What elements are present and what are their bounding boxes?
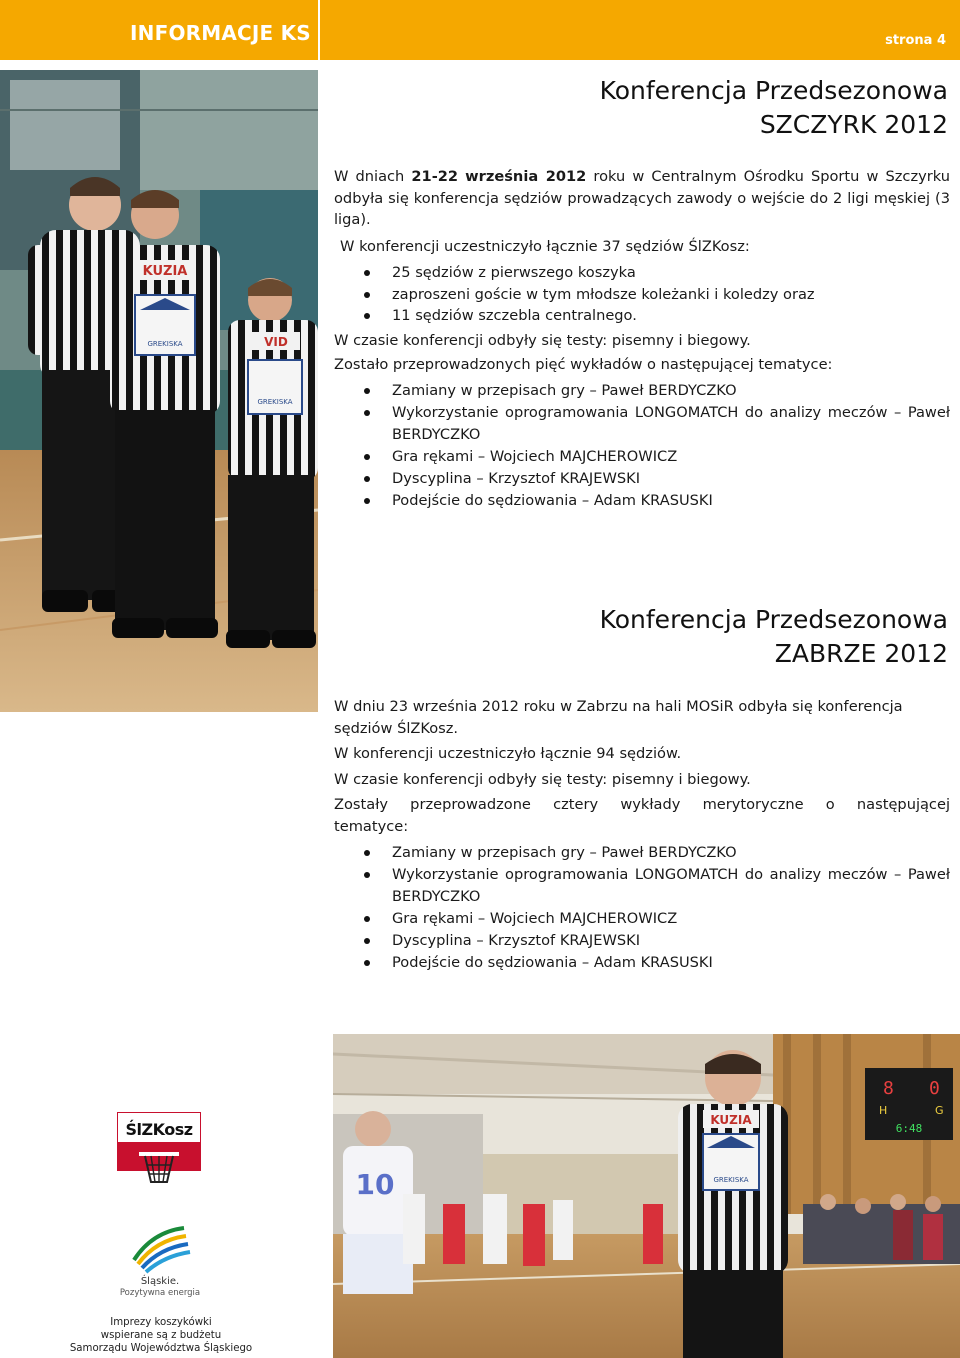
header-section-bar (0, 0, 318, 60)
section2-lectures-intro: Zostały przeprowadzone cztery wykłady merytoryczne o następującej tematyce: (334, 796, 950, 835)
section2-title (600, 603, 948, 671)
referee-shirt-name-2: VID (264, 335, 288, 349)
section1-body (334, 166, 950, 512)
section2-intro: W dniu 23 września 2012 roku w Zabrzu na hali MOSiR odbyła się konferencja sędziów ŚlZKosz. (334, 698, 903, 737)
scoreboard-home: H (879, 1104, 888, 1117)
scoreboard-guest: G (935, 1104, 944, 1117)
caption-line2: wspierane są z budżetu (100, 1330, 222, 1341)
list-item: Zamiany w przepisach gry – Paweł BERDYCZKO (334, 842, 950, 864)
section1-intro (334, 166, 950, 231)
referee-shirt-name-1: KUZIA (142, 264, 188, 279)
slaskie-logo (112, 1222, 208, 1298)
header-section-title: INFORMACJE KS (130, 21, 311, 45)
list-item: Podejście do sędziowania – Adam KRASUSKI (334, 490, 950, 512)
referees-photo (0, 70, 318, 712)
section2-title-line1: Konferencja Przedsezonowa (599, 605, 948, 634)
list-item: Dyscyplina – Krzysztof KRAJEWSKI (334, 468, 950, 490)
referee-shirt-name-3: KUZIA (710, 1113, 752, 1127)
list-item: Gra rękami – Wojciech MAJCHEROWICZ (334, 446, 950, 468)
list-item: zaproszeni goście w tym młodsze koleżanki i koledzy oraz (334, 284, 950, 306)
section1-lectures-intro: Zostało przeprowadzonych pięć wykładów o następującej tematyce: (334, 356, 833, 373)
scoreboard-right: 0 (929, 1078, 940, 1099)
list-item: Wykorzystanie oprogramowania LONGOMATCH do analizy meczów – Paweł BERDYCZKO (334, 402, 950, 446)
section2-tests: W czasie konferencji odbyły się testy: pisemny i biegowy. (334, 770, 751, 788)
caption-line3: Samorządu Województwa Śląskiego (69, 1343, 253, 1354)
list-item: 25 sędziów z pierwszego koszyka (334, 262, 950, 284)
section1-title (600, 74, 948, 142)
section2-body (334, 696, 950, 974)
header-page-bar (320, 0, 960, 60)
intro-text-rest: roku w Centralnym Ośrodku Sportu w Szczyrku odbyła się konferencja sędziów prowadzących zawody o wejście do 2 ligi męskiej (3 liga). (334, 168, 950, 228)
scoreboard-time: 6:48 (895, 1122, 923, 1135)
sponsor-caption (68, 1316, 254, 1355)
list-item: Zamiany w przepisach gry – Paweł BERDYCZKO (334, 380, 950, 402)
list-item: Dyscyplina – Krzysztof KRAJEWSKI (334, 930, 950, 952)
section2-title-line2: ZABRZE 2012 (774, 639, 948, 668)
list-item: 11 sędziów szczebla centralnego. (334, 305, 950, 327)
list-item: Gra rękami – Wojciech MAJCHEROWICZ (334, 908, 950, 930)
shirt-logo-2: GREKISKA (257, 398, 293, 406)
shirt-logo-3: GREKISKA (713, 1176, 749, 1184)
section1-title-line1: Konferencja Przedsezonowa (599, 76, 948, 105)
shirt-logo-1: GREKISKA (147, 340, 183, 348)
section1-participants: W konferencji uczestniczyło łącznie 37 sędziów ŚlZKosz: (340, 237, 750, 255)
section1-tests: W czasie konferencji odbyły się testy: pisemny i biegowy. (334, 331, 751, 349)
section2-participants: W konferencji uczestniczyło łącznie 94 sędziów. (334, 745, 682, 762)
slaskie-line1: Śląskie. (140, 1276, 180, 1287)
player-number: 10 (355, 1168, 395, 1201)
page-number: strona 4 (885, 33, 946, 48)
game-photo (333, 1034, 960, 1358)
intro-text: W dniach (334, 168, 412, 185)
section1-title-line2: SZCZYRK 2012 (759, 110, 948, 139)
intro-month: września 2012 (465, 168, 587, 185)
list-item: Podejście do sędziowania – Adam KRASUSKI (334, 952, 950, 974)
slzkosz-logo (117, 1112, 201, 1194)
caption-line1: Imprezy koszykówki (110, 1317, 212, 1328)
scoreboard-left: 8 (883, 1078, 894, 1099)
list-item: Wykorzystanie oprogramowania LONGOMATCH do analizy meczów – Paweł BERDYCZKO (334, 864, 950, 908)
slaskie-line2: Pozytywna energia (119, 1288, 201, 1298)
slzkosz-logo-text: ŚlZKosz (125, 1120, 193, 1139)
intro-days: 21-22 (411, 168, 459, 185)
